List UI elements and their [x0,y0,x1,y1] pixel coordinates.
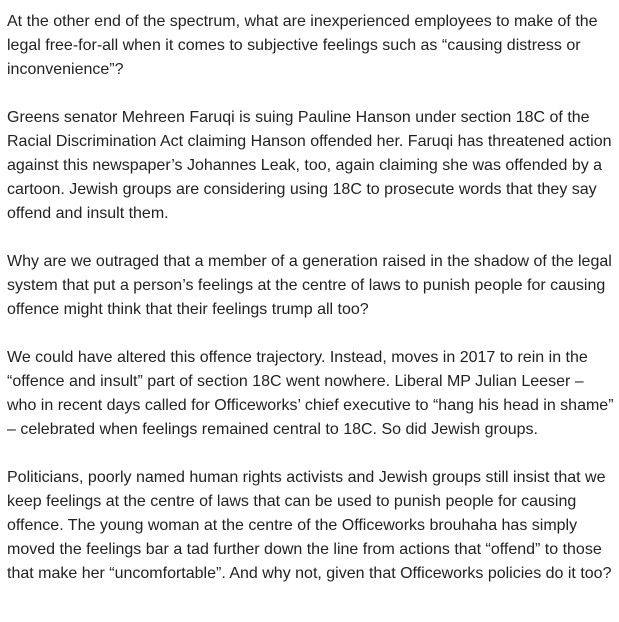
article-paragraph-4: We could have altered this offence trajectory. Instead, moves in 2017 to rein in the “offence and insult” part of section 18C went nowhere. Liberal MP Julian Leeser – who in recent days called for Officeworks’ chief executive to “hang his head in shame” – celebrated when feelings remained central to 18C. So did Jewish groups. [7,349,614,438]
article-paragraph-5: Politicians, poorly named human rights activists and Jewish groups still insist that we keep feelings at the centre of laws that can be used to punish people for causing offence. The young woman at the centre of the Officeworks brouhaha has simply moved the feelings bar a tad further down the line from actions that “offend” to those that make her “uncomfortable”. And why not, given that Officeworks policies do it too? [7,469,612,582]
article-paragraph-1: At the other end of the spectrum, what are inexperienced employees to make of the legal free-for-all when it comes to subjective feelings such as “causing distress or inconvenience”? [7,13,598,78]
article-paragraph-3: Why are we outraged that a member of a generation raised in the shadow of the legal system that put a person’s feelings at the centre of laws to punish people for causing offence might think that their feelings trump all too? [7,253,612,318]
article-body [7,10,617,610]
article-paragraph-2: Greens senator Mehreen Faruqi is suing Pauline Hanson under section 18C of the Racial Discrimination Act claiming Hanson offended her. Faruqi has threatened action against this newspaper’s Johannes Leak, too, again claiming she was offended by a cartoon. Jewish groups are considering using 18C to prosecute words that they say offend and insult them. [7,109,612,222]
